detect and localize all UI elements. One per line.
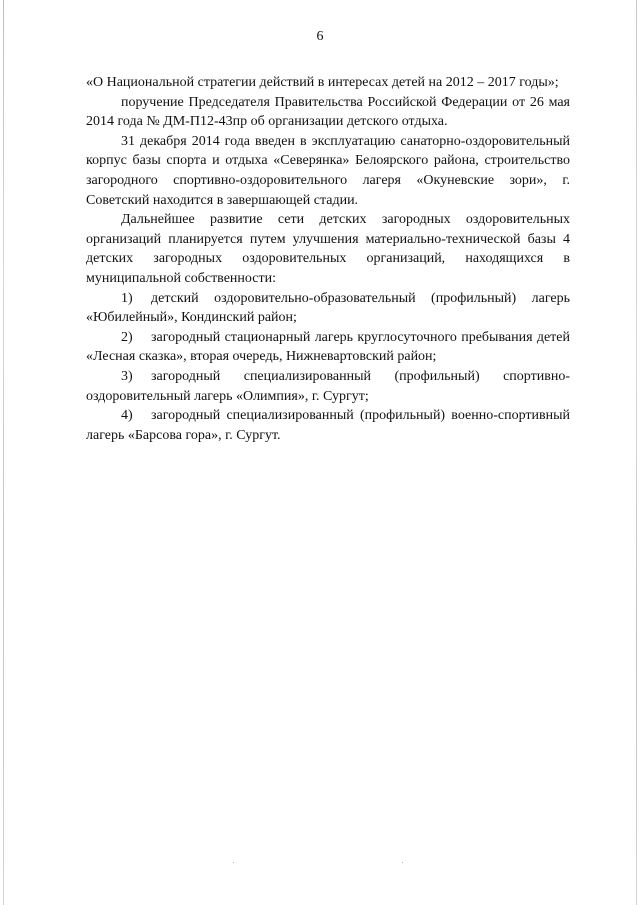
list-item-text: детский оздоровительно-образовательный (профильный) лагерь «Юбилейный», Кондинский район; [86, 290, 570, 326]
paragraph-government-order: поручение Председателя Правительства Российской Федерации от 26 мая 2014 года № ДМ-П12-43пр об организации детского отдыха. [86, 94, 570, 130]
list-item-number: 4) [121, 408, 133, 424]
list-item [86, 367, 570, 406]
paragraph-development-plan: Дальнейшее развитие сети детских загородных оздоровительных организаций планируется путем улучшения материально-технической базы 4 детских загородных оздоровительных организаций, находящихся в муниципальной собственности: [86, 212, 570, 286]
list-item [86, 328, 570, 367]
scan-edge-right [636, 0, 637, 905]
scan-speck [233, 862, 234, 863]
list-item-text: загородный специализированный (профильный) военно-спортивный лагерь «Барсова гора», г. Сургут. [86, 408, 570, 443]
paragraph-commissioning: 31 декабря 2014 года введен в эксплуатацию санаторно-оздоровительный корпус базы спорта и отдыха «Северянка» Белоярского района, строительство загородного спортивно-оздоровительного лагеря «Окуневские зори», г. Советский находится в завершающей стадии. [86, 133, 570, 208]
scan-speck [402, 862, 403, 863]
list-item [86, 289, 570, 328]
list-item [86, 406, 570, 445]
page-number: 6 [316, 29, 324, 44]
list-item-number: 3) [121, 368, 133, 384]
list-item-text: загородный стационарный лагерь круглосуточного пребывания детей «Лесная сказка», вторая очередь, Нижневартовский район; [86, 329, 570, 365]
paragraph-strategy-reference: «О Национальной стратегии действий в интересах детей на 2012 – 2017 годы»; [86, 75, 559, 90]
list-item-number: 2) [121, 329, 133, 345]
scan-edge-left [3, 0, 4, 905]
document-body [86, 73, 570, 445]
list-item-text: загородный специализированный (профильный) спортивно-оздоровительный лагерь «Олимпия», г. Сургут; [86, 368, 570, 404]
list-item-number: 1) [121, 290, 133, 306]
